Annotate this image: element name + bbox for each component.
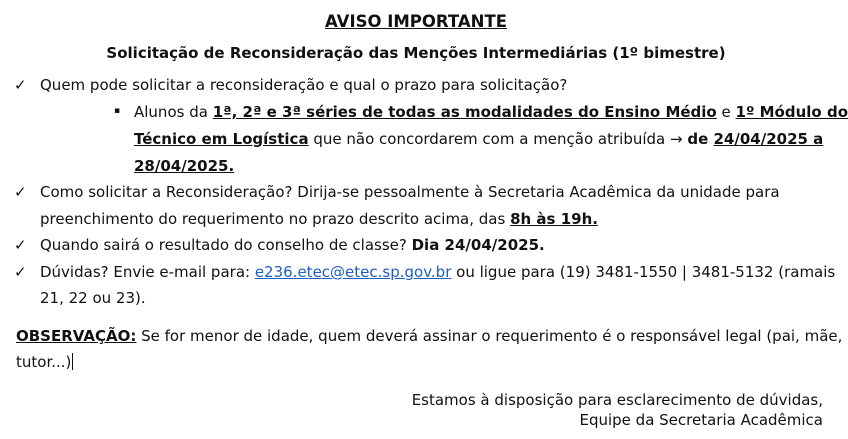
- sub-item-line-1: Alunos da 1ª, 2ª e 3ª séries de todas as modalidades do Ensino Médio e 1º Módulo do: [134, 103, 848, 121]
- contact-line-2: 21, 22 ou 23).: [40, 289, 146, 307]
- result-date-line: Quando sairá o resultado do conselho de classe? Dia 24/04/2025.: [40, 236, 545, 254]
- page-title: AVISO IMPORTANTE: [325, 12, 507, 31]
- page-subtitle: Solicitação de Reconsideração das Menções Intermediárias (1º bimestre): [106, 44, 726, 62]
- check-icon: ✓: [14, 76, 27, 94]
- logistics-course-text: Técnico em Logística: [134, 130, 309, 148]
- question-who-can-request: Quem pode solicitar a reconsideração e qual o prazo para solicitação?: [40, 76, 568, 94]
- sub-item-line-2: Técnico em Logística que não concordarem com a menção atribuída → de 24/04/2025 a: [134, 130, 824, 148]
- closing-line-1: Estamos à disposição para esclarecimento de dúvidas,: [411, 391, 823, 409]
- closing-signature: Equipe da Secretaria Acadêmica: [579, 411, 823, 429]
- observation-line-2: tutor...): [16, 353, 72, 371]
- result-date-text: Dia 24/04/2025.: [411, 236, 545, 254]
- grades-text: 1ª, 2ª e 3ª séries de todas as modalidades do Ensino Médio: [212, 103, 717, 121]
- office-hours-text: 8h às 19h.: [510, 210, 598, 228]
- module-text: 1º Módulo do: [735, 103, 848, 121]
- square-bullet-icon: ▪: [114, 106, 121, 116]
- check-icon: ✓: [14, 183, 27, 201]
- observation-line-1: OBSERVAÇÃO: Se for menor de idade, quem deverá assinar o requerimento é o responsável legal (pai, mãe,: [16, 327, 843, 345]
- contact-line-1: Dúvidas? Envie e-mail para: e236.etec@etec.sp.gov.br ou ligue para (19) 3481-1550 | 3481-5132 (ramais: [40, 263, 836, 281]
- text-cursor: [72, 353, 73, 370]
- email-link[interactable]: e236.etec@etec.sp.gov.br: [254, 263, 452, 281]
- deadline-end-text: 28/04/2025.: [134, 157, 235, 175]
- deadline-start-text: 24/04/2025 a: [713, 130, 824, 148]
- how-to-request-line-1: Como solicitar a Reconsideração? Dirija-se pessoalmente à Secretaria Acadêmica da unidade para: [40, 183, 780, 201]
- check-icon: ✓: [14, 236, 27, 254]
- observation-label: OBSERVAÇÃO:: [16, 327, 137, 345]
- how-to-request-line-2: preenchimento do requerimento no prazo descrito acima, das 8h às 19h.: [40, 210, 598, 228]
- check-icon: ✓: [14, 263, 27, 281]
